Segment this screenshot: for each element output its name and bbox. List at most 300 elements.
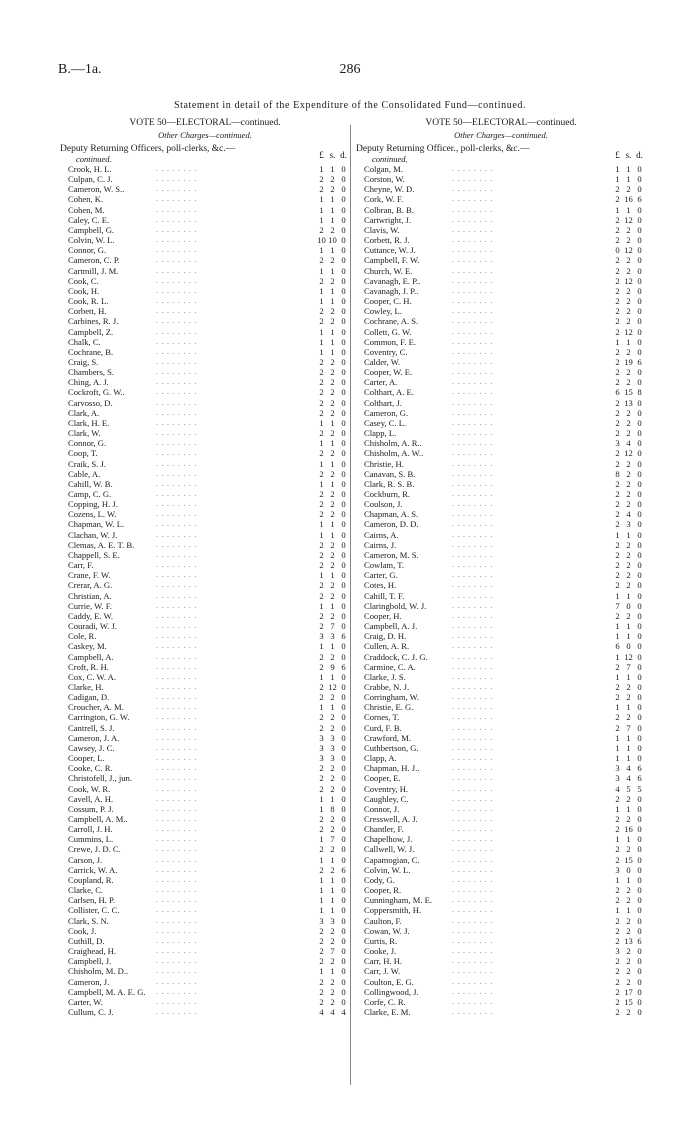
payee-name: Carlsen, H. P. bbox=[68, 895, 116, 906]
pence-value: 0 bbox=[637, 265, 642, 276]
right-column bbox=[356, 118, 646, 1017]
pounds-value: 2 bbox=[615, 539, 620, 550]
pounds-value: 2 bbox=[319, 976, 324, 987]
pounds-value: 10 bbox=[317, 235, 326, 246]
pounds-value: 2 bbox=[615, 509, 620, 520]
pounds-value: 2 bbox=[319, 763, 324, 774]
pounds-value: 2 bbox=[615, 255, 620, 266]
payee-name: Cheyne, W. D. bbox=[364, 184, 415, 195]
shillings-value: 1 bbox=[330, 417, 335, 428]
shillings-value: 1 bbox=[626, 164, 631, 174]
pence-value: 0 bbox=[341, 204, 346, 215]
pounds-value: 2 bbox=[319, 610, 324, 621]
pounds-value: 2 bbox=[319, 590, 324, 601]
shillings-value: 2 bbox=[330, 367, 335, 378]
payee-name: Cartmill, J. M. bbox=[68, 265, 119, 276]
leader-dots: . . . . . . . . bbox=[156, 743, 198, 752]
shillings-value: 2 bbox=[330, 407, 335, 418]
table-row bbox=[356, 459, 646, 469]
table-row bbox=[356, 225, 646, 235]
payee-name: Cooper, E. bbox=[364, 773, 401, 784]
pence-value: 0 bbox=[637, 306, 642, 317]
leader-dots: . . . . . . . . bbox=[452, 317, 494, 326]
pence-value: 0 bbox=[637, 275, 642, 286]
payee-name: Cable, A. bbox=[68, 468, 101, 479]
pounds-value: 2 bbox=[615, 428, 620, 439]
shillings-value: 1 bbox=[330, 570, 335, 581]
payee-name: Croucher, A. M. bbox=[68, 702, 124, 713]
statement-title: Statement in detail of the Expenditure of the Consolidated Fund—continued. bbox=[173, 100, 527, 111]
pounds-value: 1 bbox=[615, 732, 620, 743]
payee-name: Caddy, E. W. bbox=[68, 610, 114, 621]
pounds-value: 2 bbox=[319, 661, 324, 672]
shillings-value: 15 bbox=[624, 854, 633, 865]
pounds-value: 1 bbox=[319, 458, 324, 469]
payee-name: Chisholm, M. D.. bbox=[68, 966, 129, 977]
page-number: 286 bbox=[339, 62, 361, 77]
shillings-value: 2 bbox=[330, 773, 335, 784]
leader-dots: . . . . . . . . bbox=[452, 723, 494, 732]
shillings-value: 2 bbox=[626, 895, 631, 906]
pounds-value: 2 bbox=[615, 224, 620, 235]
pence-value: 0 bbox=[341, 885, 346, 896]
payee-name: Chapelhow, J. bbox=[364, 834, 413, 845]
pounds-value: 2 bbox=[615, 549, 620, 560]
table-row bbox=[356, 844, 646, 854]
payee-name: Cavanagh, J. P.. bbox=[364, 285, 419, 296]
table-row bbox=[60, 469, 350, 479]
subhead-text: Deputy Returning Officer., poll-clerks, &c.— bbox=[356, 144, 530, 154]
payee-name: Chappell, S. E. bbox=[68, 549, 120, 560]
shillings-value: 2 bbox=[626, 712, 631, 723]
payee-name: Connor, J. bbox=[364, 803, 400, 814]
pence-value: 0 bbox=[341, 438, 346, 449]
shillings-value: 2 bbox=[626, 549, 631, 560]
payee-name: Carr, J. W. bbox=[364, 966, 401, 977]
leader-dots: . . . . . . . . bbox=[452, 1007, 494, 1016]
pounds-value: 2 bbox=[615, 692, 620, 703]
pounds-value: 1 bbox=[615, 631, 620, 642]
pence-value: 0 bbox=[637, 976, 642, 987]
pounds-value: 1 bbox=[319, 641, 324, 652]
shillings-value: 2 bbox=[330, 844, 335, 855]
shillings-value: 3 bbox=[330, 631, 335, 642]
shillings-value: 2 bbox=[330, 397, 335, 408]
leader-dots: . . . . . . . . bbox=[156, 764, 198, 773]
pounds-value: 2 bbox=[319, 174, 324, 185]
table-row bbox=[356, 286, 646, 296]
payee-name: Clarke, C. bbox=[68, 885, 104, 896]
payee-name: Clark, A. bbox=[68, 407, 100, 418]
shillings-value: 1 bbox=[330, 164, 335, 174]
payee-name: Corbett, H. bbox=[68, 306, 107, 317]
pence-value: 0 bbox=[637, 245, 642, 256]
leader-dots: . . . . . . . . bbox=[452, 845, 494, 854]
leader-dots: . . . . . . . . bbox=[452, 165, 494, 173]
pence-value: 0 bbox=[341, 519, 346, 530]
payee-name: Clark, H. E. bbox=[68, 417, 110, 428]
table-row bbox=[60, 865, 350, 875]
pence-value: 0 bbox=[637, 692, 642, 703]
leader-dots: . . . . . . . . bbox=[156, 977, 198, 986]
leader-dots: . . . . . . . . bbox=[452, 581, 494, 590]
pence-value: 6 bbox=[341, 631, 346, 642]
pence-header: d. bbox=[636, 150, 643, 160]
pence-value: 0 bbox=[637, 722, 642, 733]
pounds-value: 8 bbox=[615, 468, 620, 479]
leader-dots: . . . . . . . . bbox=[156, 967, 198, 976]
payee-name: Cook, H. bbox=[68, 285, 100, 296]
payee-name: Chisholm, A. W.. bbox=[364, 448, 424, 459]
shillings-value: 2 bbox=[626, 417, 631, 428]
pounds-value: 2 bbox=[319, 824, 324, 835]
pounds-value: 2 bbox=[615, 489, 620, 499]
leader-dots: . . . . . . . . bbox=[452, 693, 494, 702]
shillings-header: s. bbox=[329, 150, 336, 160]
table-row bbox=[356, 1007, 646, 1017]
pence-value: 0 bbox=[637, 844, 642, 855]
pounds-value: 2 bbox=[615, 986, 620, 997]
table-row bbox=[60, 895, 350, 905]
payee-name: Couradi, W. J. bbox=[68, 621, 117, 632]
pence-value: 0 bbox=[637, 661, 642, 672]
table-row bbox=[60, 591, 350, 601]
pounds-value: 2 bbox=[319, 549, 324, 560]
payee-name: Crawford, M. bbox=[364, 732, 412, 743]
pence-value: 0 bbox=[637, 560, 642, 571]
payee-name: Ching, A. J. bbox=[68, 377, 109, 388]
leader-dots: . . . . . . . . bbox=[452, 256, 494, 265]
table-row bbox=[60, 377, 350, 387]
payee-name: Cameron, C. P. bbox=[68, 255, 120, 266]
pounds-value: 1 bbox=[319, 834, 324, 845]
pence-value: 0 bbox=[637, 346, 642, 357]
pence-value: 0 bbox=[637, 966, 642, 977]
payee-name: Craig, S. bbox=[68, 356, 99, 367]
payee-name: Caley, C. E. bbox=[68, 214, 110, 225]
leader-dots: . . . . . . . . bbox=[452, 500, 494, 509]
payee-name: Collister, C. C. bbox=[68, 905, 120, 916]
leader-dots: . . . . . . . . bbox=[452, 601, 494, 610]
payee-name: Cork, W. F. bbox=[364, 194, 404, 205]
column-divider bbox=[350, 125, 351, 1085]
table-row bbox=[60, 448, 350, 458]
shillings-value: 2 bbox=[626, 560, 631, 571]
pence-value: 0 bbox=[637, 885, 642, 896]
payee-name: Cotes, H. bbox=[364, 580, 397, 591]
pence-value: 0 bbox=[341, 692, 346, 703]
shillings-value: 2 bbox=[626, 976, 631, 987]
pounds-value: 1 bbox=[319, 895, 324, 906]
leader-dots: . . . . . . . . bbox=[452, 743, 494, 752]
shillings-value: 12 bbox=[624, 326, 633, 337]
leader-dots: . . . . . . . . bbox=[156, 236, 198, 245]
shillings-value: 4 bbox=[626, 509, 631, 520]
shillings-value: 2 bbox=[626, 681, 631, 692]
payee-name: Clapp, A. bbox=[364, 753, 397, 764]
payee-name: Clark, W. bbox=[68, 428, 101, 439]
leader-dots: . . . . . . . . bbox=[156, 418, 198, 427]
table-row bbox=[60, 885, 350, 895]
table-row bbox=[60, 438, 350, 448]
shillings-value: 2 bbox=[330, 996, 335, 1007]
pence-value: 5 bbox=[637, 783, 642, 794]
table-row bbox=[60, 966, 350, 976]
leader-dots: . . . . . . . . bbox=[156, 703, 198, 712]
pounds-value: 1 bbox=[319, 265, 324, 276]
pence-value: 0 bbox=[341, 164, 346, 174]
table-row bbox=[356, 804, 646, 814]
pence-value: 0 bbox=[341, 915, 346, 926]
payee-name: Cahill, T. F. bbox=[364, 590, 405, 601]
leader-dots: . . . . . . . . bbox=[452, 175, 494, 184]
pence-value: 0 bbox=[341, 590, 346, 601]
leader-dots: . . . . . . . . bbox=[452, 703, 494, 712]
shillings-value: 2 bbox=[330, 468, 335, 479]
shillings-value: 0 bbox=[626, 600, 631, 611]
payee-name: Cochrane, B. bbox=[68, 346, 114, 357]
table-row bbox=[356, 763, 646, 773]
payee-name: Cossum, P. J. bbox=[68, 803, 114, 814]
table-row bbox=[356, 205, 646, 215]
leader-dots: . . . . . . . . bbox=[452, 622, 494, 631]
leader-dots: . . . . . . . . bbox=[156, 195, 198, 204]
table-row bbox=[356, 601, 646, 611]
payee-name: Cameron, M. S. bbox=[364, 549, 419, 560]
table-row bbox=[60, 367, 350, 377]
table-row bbox=[60, 286, 350, 296]
leader-dots: . . . . . . . . bbox=[156, 723, 198, 732]
table-row bbox=[60, 459, 350, 469]
payee-name: Campbell, A. bbox=[68, 651, 114, 662]
table-row bbox=[356, 743, 646, 753]
pence-value: 0 bbox=[341, 844, 346, 855]
pounds-value: 2 bbox=[615, 214, 620, 225]
pence-value: 0 bbox=[341, 895, 346, 906]
payee-name: Clapp, L. bbox=[364, 428, 397, 439]
table-row bbox=[60, 327, 350, 337]
leader-dots: . . . . . . . . bbox=[452, 754, 494, 763]
shillings-value: 19 bbox=[624, 356, 633, 367]
payee-name: Campbell, A. M.. bbox=[68, 814, 128, 824]
payee-name: Cornes, T. bbox=[364, 712, 400, 723]
shillings-value: 1 bbox=[626, 336, 631, 347]
pounds-value: 3 bbox=[319, 753, 324, 764]
pence-value: 0 bbox=[341, 184, 346, 195]
leader-dots: . . . . . . . . bbox=[156, 378, 198, 387]
shillings-value: 1 bbox=[330, 285, 335, 296]
pounds-value: 1 bbox=[319, 529, 324, 540]
table-row bbox=[60, 306, 350, 316]
pence-value: 0 bbox=[341, 194, 346, 205]
pounds-value: 2 bbox=[319, 184, 324, 195]
pounds-value: 2 bbox=[319, 255, 324, 266]
table-row bbox=[356, 773, 646, 783]
payee-name: Cummins, L. bbox=[68, 834, 114, 845]
payee-name: Cook, W. R. bbox=[68, 783, 111, 794]
table-row bbox=[356, 784, 646, 794]
pounds-value: 2 bbox=[615, 407, 620, 418]
leader-dots: . . . . . . . . bbox=[156, 652, 198, 661]
table-row bbox=[356, 194, 646, 204]
table-row bbox=[356, 916, 646, 926]
payee-name: Corbett, R. J. bbox=[364, 235, 410, 246]
pence-value: 0 bbox=[341, 245, 346, 256]
pounds-value: 2 bbox=[615, 499, 620, 510]
table-row bbox=[356, 611, 646, 621]
pounds-value: 3 bbox=[319, 631, 324, 642]
shillings-value: 4 bbox=[626, 763, 631, 774]
payee-name: Cook, R. L. bbox=[68, 296, 109, 307]
leader-dots: . . . . . . . . bbox=[452, 388, 494, 397]
vote-heading: VOTE 50—ELECTORAL—continued. bbox=[425, 118, 577, 128]
payee-name: Cohen, K. bbox=[68, 194, 104, 205]
pounds-value: 1 bbox=[615, 621, 620, 632]
leader-dots: . . . . . . . . bbox=[156, 388, 198, 397]
payee-name: Cockroft, G. W.. bbox=[68, 387, 125, 398]
table-row bbox=[60, 905, 350, 915]
payee-name: Colgan, M. bbox=[364, 164, 403, 174]
leader-dots: . . . . . . . . bbox=[156, 611, 198, 620]
leader-dots: . . . . . . . . bbox=[452, 865, 494, 874]
leader-dots: . . . . . . . . bbox=[452, 490, 494, 498]
table-row bbox=[356, 987, 646, 997]
pounds-value: 1 bbox=[615, 905, 620, 916]
payee-name: Curtis, R. bbox=[364, 935, 398, 946]
payee-name: Coupland, R. bbox=[68, 874, 114, 885]
pounds-value: 3 bbox=[615, 763, 620, 774]
payee-name: Cole, R. bbox=[68, 631, 97, 642]
pence-value: 6 bbox=[637, 935, 642, 946]
shillings-value: 12 bbox=[328, 681, 337, 692]
table-row bbox=[356, 652, 646, 662]
shillings-value: 2 bbox=[626, 285, 631, 296]
table-row bbox=[356, 997, 646, 1007]
payee-name: Carr, F. bbox=[68, 560, 94, 571]
pounds-value: 1 bbox=[319, 245, 324, 256]
pounds-value: 2 bbox=[615, 377, 620, 388]
table-row bbox=[356, 489, 646, 499]
payee-name: Canavan, S. B. bbox=[364, 468, 416, 479]
table-row bbox=[60, 387, 350, 397]
other-charges-heading: Other Charges—continued. bbox=[454, 130, 548, 140]
pounds-value: 2 bbox=[615, 448, 620, 459]
payee-name: Cairns, J. bbox=[364, 539, 397, 550]
pence-value: 0 bbox=[341, 417, 346, 428]
pounds-value: 3 bbox=[615, 773, 620, 784]
pence-value: 0 bbox=[637, 895, 642, 906]
shillings-value: 2 bbox=[330, 935, 335, 946]
shillings-value: 2 bbox=[330, 783, 335, 794]
payee-name: Craig, D. H. bbox=[364, 631, 407, 642]
pounds-value: 2 bbox=[319, 499, 324, 510]
leader-dots: . . . . . . . . bbox=[452, 875, 494, 884]
pounds-value: 1 bbox=[319, 803, 324, 814]
table-row bbox=[60, 733, 350, 743]
table-row bbox=[356, 266, 646, 276]
pence-value: 0 bbox=[341, 397, 346, 408]
pence-value: 0 bbox=[637, 519, 642, 530]
table-row bbox=[60, 276, 350, 286]
pounds-value: 2 bbox=[615, 417, 620, 428]
shillings-value: 2 bbox=[330, 356, 335, 367]
shillings-value: 2 bbox=[330, 560, 335, 571]
table-row bbox=[60, 499, 350, 509]
leader-dots: . . . . . . . . bbox=[156, 337, 198, 346]
payee-name: Clachan, W. J. bbox=[68, 529, 118, 540]
shillings-value: 1 bbox=[330, 519, 335, 530]
leader-dots: . . . . . . . . bbox=[156, 997, 198, 1006]
pounds-header: £ bbox=[319, 150, 324, 160]
pence-value: 0 bbox=[341, 448, 346, 459]
table-row bbox=[60, 753, 350, 763]
table-row bbox=[356, 631, 646, 641]
payee-name: Coulson, J. bbox=[364, 499, 403, 510]
leader-dots: . . . . . . . . bbox=[156, 875, 198, 884]
payee-name: Carson, J. bbox=[68, 854, 103, 865]
pence-value: 0 bbox=[341, 874, 346, 885]
payee-name: Carrington, G. W. bbox=[68, 712, 130, 723]
payee-name: Colthart, A. E. bbox=[364, 387, 414, 398]
pence-value: 6 bbox=[341, 661, 346, 672]
leader-dots: . . . . . . . . bbox=[156, 520, 198, 529]
table-row bbox=[356, 682, 646, 692]
leader-dots: . . . . . . . . bbox=[156, 865, 198, 874]
payee-name: Carrick, W. A. bbox=[68, 864, 118, 875]
payee-name: Colvin, W. L. bbox=[364, 864, 411, 875]
pence-value: 6 bbox=[637, 356, 642, 367]
shillings-value: 10 bbox=[328, 235, 337, 246]
shillings-value: 2 bbox=[626, 966, 631, 977]
table-row bbox=[60, 316, 350, 326]
table-row bbox=[60, 702, 350, 712]
leader-dots: . . . . . . . . bbox=[452, 906, 494, 915]
leader-dots: . . . . . . . . bbox=[452, 642, 494, 651]
pounds-value: 2 bbox=[319, 773, 324, 784]
shillings-value: 1 bbox=[626, 803, 631, 814]
leader-dots: . . . . . . . . bbox=[452, 225, 494, 234]
shillings-value: 9 bbox=[330, 661, 335, 672]
leader-dots: . . . . . . . . bbox=[452, 276, 494, 285]
pence-value: 0 bbox=[341, 641, 346, 652]
pence-value: 0 bbox=[341, 346, 346, 357]
shillings-value: 2 bbox=[330, 712, 335, 723]
payee-name: Chapman, A. S. bbox=[364, 509, 419, 520]
shillings-value: 2 bbox=[626, 956, 631, 967]
shillings-value: 2 bbox=[626, 468, 631, 479]
pence-value: 0 bbox=[341, 174, 346, 185]
pounds-value: 2 bbox=[615, 570, 620, 581]
payee-name: Carter, A. bbox=[364, 377, 398, 388]
pence-value: 0 bbox=[637, 164, 642, 174]
pence-value: 0 bbox=[637, 468, 642, 479]
payee-name: Cooke, C. R. bbox=[68, 763, 113, 774]
table-row bbox=[60, 977, 350, 987]
payee-name: Carter, G. bbox=[364, 570, 398, 581]
leader-dots: . . . . . . . . bbox=[452, 947, 494, 956]
payee-name: Coop, T. bbox=[68, 448, 98, 459]
payee-name: Cockburn, R. bbox=[364, 489, 411, 499]
table-row bbox=[356, 895, 646, 905]
table-row bbox=[356, 855, 646, 865]
payee-name: Copping, H. J. bbox=[68, 499, 118, 510]
pence-value: 0 bbox=[637, 428, 642, 439]
leader-dots: . . . . . . . . bbox=[156, 550, 198, 559]
pounds-value: 7 bbox=[615, 600, 620, 611]
table-row bbox=[356, 966, 646, 976]
shillings-value: 1 bbox=[626, 834, 631, 845]
table-row bbox=[356, 621, 646, 631]
